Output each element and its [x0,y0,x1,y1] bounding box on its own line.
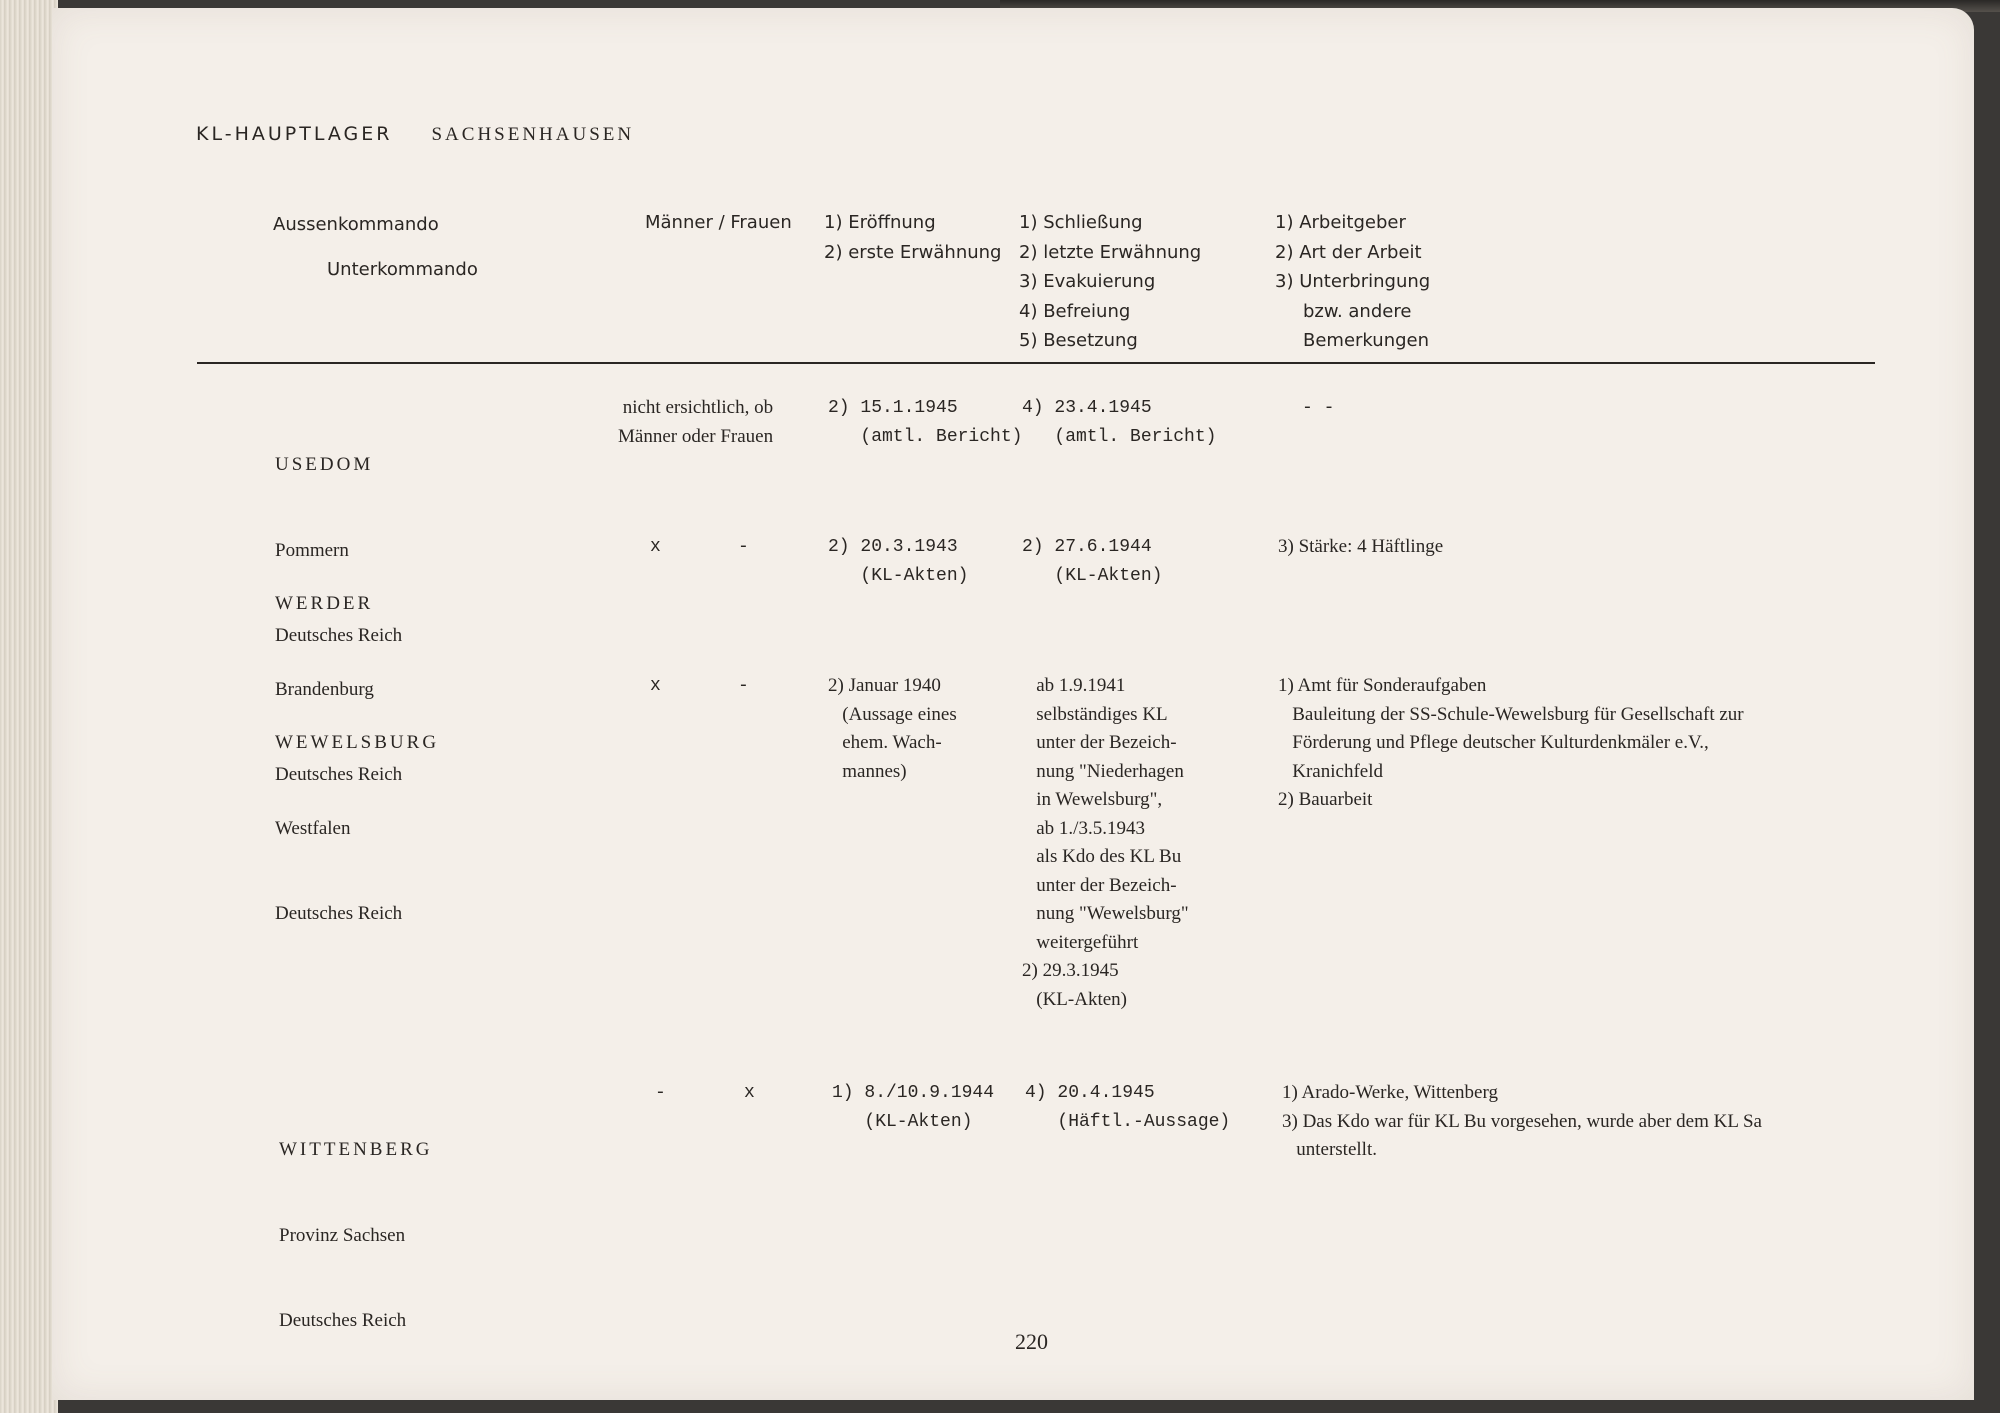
women-mark: - [738,537,749,557]
col-aussenkommando: Aussenkommando [273,214,439,235]
closing-cell: 4) 20.4.1945 (Häftl.-Aussage) [1025,1083,1231,1132]
col-remarks-4: bzw. andere [1303,300,1412,322]
camp-region: Westfalen [275,817,351,839]
header-title: KL-HAUPTLAGER [196,123,393,145]
col-gender: Männer / Frauen [645,212,792,233]
col-remarks-5: Bemerkungen [1303,330,1430,351]
opening-cell: 2) 20.3.1943 (KL-Akten) [828,537,969,586]
col-remarks-2: 2) Art der Arbeit [1275,241,1422,263]
camp-name: WEWELSBURG [275,732,440,753]
remarks-cell: 1) Arado-Werke, Wittenberg 3) Das Kdo war für KL Bu vorgesehen, wurde aber dem KL Sa unterstellt. [1282,1082,1762,1160]
col-closing-4: 4) Befreiung [1019,300,1131,322]
camp-region: Brandenburg [275,678,374,700]
col-remarks-1: 1) Arbeitgeber [1275,212,1406,233]
col-closing-5: 5) Besetzung [1019,330,1138,351]
remarks-cell: 1) Amt für Sonderaufgaben Bauleitung der SS-Schule-Wewelsburg für Gesellschaft zur Förderung und Pflege deutscher Kulturdenkmäler e.V., Kranichfeld 2) Bauarbeit [1278,675,1744,810]
col-unterkommando: Unterkommando [327,259,478,280]
page-header [196,123,634,146]
camp-country: Deutsches Reich [275,903,403,924]
opening-cell: 2) Januar 1940 (Aussage eines ehem. Wach- mannes) [828,675,957,782]
men-mark: - [655,1083,666,1103]
opening-cell: 2) 15.1.1945 (amtl. Bericht) [828,398,1023,447]
opening-cell: 1) 8./10.9.1944 (KL-Akten) [832,1083,995,1132]
table-row [275,672,439,957]
camp-name: WERDER [275,593,374,614]
remarks-cell: 3) Stärke: 4 Häftlinge [1278,536,1444,557]
remarks-cell: - - [1302,398,1335,418]
camp-name: WITTENBERG [279,1139,433,1160]
camp-country: Deutsches Reich [275,625,403,646]
women-mark: x [744,1083,755,1103]
women-mark: - [738,676,749,696]
col-closing-2: 2) letzte Erwähnung [1019,241,1202,263]
closing-cell: 4) 23.4.1945 (amtl. Bericht) [1022,398,1217,447]
header-subtitle: SACHSENHAUSEN [431,124,635,145]
book-page-edges [0,0,58,1413]
col-remarks-3: 3) Unterbringung [1275,271,1431,292]
col-closing-3: 3) Evakuierung [1019,271,1156,292]
header-rule [197,362,1875,364]
camp-country: Deutsches Reich [279,1310,407,1331]
col-opening-1: 1) Eröffnung [824,212,936,233]
men-mark: x [650,676,661,696]
camp-country: Deutsches Reich [275,764,403,785]
col-remarks [1275,208,1430,356]
closing-cell: ab 1.9.1941 selbständiges KL unter der Bezeich- nung "Niederhagen in Wewelsburg", ab 1./3.5.1943 als Kdo des KL Bu unter der Bezeich- nung "Wewelsburg" weitergeführt 2) 29.3.1945 (KL-Akten) [1022,675,1189,1010]
closing-cell: 2) 27.6.1944 (KL-Akten) [1022,537,1163,586]
col-closing [1019,208,1201,356]
gender-text: nicht ersichtlich, ob Männer oder Frauen [618,397,774,447]
col-opening-2: 2) erste Erwähnung [824,241,1002,263]
camp-region: Pommern [275,539,349,561]
camp-name: USEDOM [275,454,374,475]
col-closing-1: 1) Schließung [1019,212,1143,233]
page-number: 220 [1015,1329,1048,1354]
col-opening [824,208,1002,267]
camp-region: Provinz Sachsen [279,1224,406,1246]
men-mark: x [650,537,661,557]
table-row [279,1079,432,1364]
